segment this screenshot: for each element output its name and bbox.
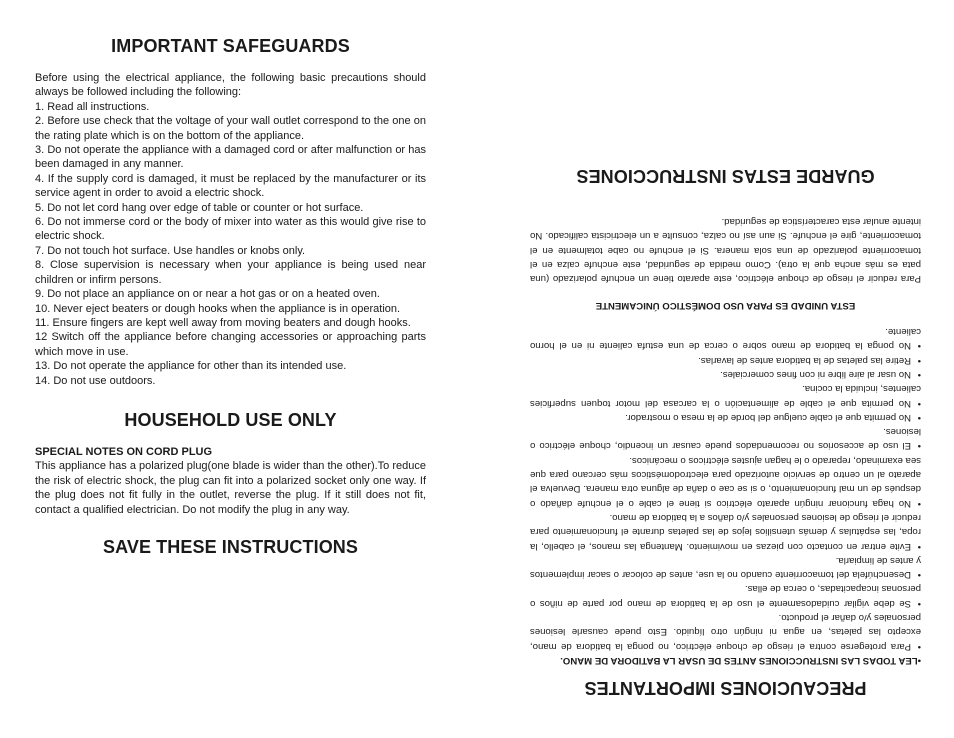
- safeguard-item: 8. Close supervision is necessary when your appliance is being used near children or infirm persons.: [35, 259, 426, 286]
- safeguard-item: 6. Do not immerse cord or the body of mixer into water as this would give rise to electric shock.: [35, 216, 426, 243]
- safeguard-item: 12 Switch off the appliance before changing accessories or approaching parts which move in use.: [35, 331, 426, 358]
- cord-plug-text: This appliance has a polarized plug(one blade is wider than the other).To reduce the risk of electric shock, the plug can fit into a polarized socket only one way. If the plug does not fit fully in the outlet, reverse the plug. If it still does not fit, contact a qualified electrician. Do not modify the plug in any way.: [35, 460, 426, 516]
- safeguards-intro: Before using the electrical appliance, the following basic precautions should always be followed including the following:: [35, 72, 426, 99]
- cord-plug-title: SPECIAL NOTES ON CORD PLUG: [35, 445, 213, 458]
- bullet-icon: •: [917, 368, 921, 380]
- bullet-icon: •: [917, 354, 921, 366]
- safeguard-item: 1. Read all instructions.: [35, 100, 150, 113]
- list-item: •No permita que el cable de alimentación o la carcasa del motor toquen superficies calientes, incluida la cocina.: [530, 383, 921, 409]
- bullet-icon: •: [917, 340, 921, 352]
- english-column: [35, 0, 426, 558]
- precauciones-body: [530, 324, 921, 667]
- safeguard-item: 3. Do not operate the appliance with a damaged cord or after malfunction or has been damaged in any manner.: [35, 144, 426, 171]
- safeguard-item: 10. Never eject beaters or dough hooks when the appliance is in operation.: [35, 302, 401, 315]
- bullet-icon: •: [917, 497, 921, 509]
- precauciones-lead: •LEA TODAS LAS INSTRUCCIONES ANTES DE USAR LA BATIDORA DE MANO.: [560, 655, 921, 666]
- safeguard-item: 9. Do not place an appliance on or near a hot gas or on a heated oven.: [35, 288, 380, 301]
- bullet-icon: •: [917, 597, 921, 609]
- precauciones-list: [530, 324, 921, 653]
- list-item: •El uso de accesorios no recomendados puede causar un incendio, choque eléctrico o lesiones.: [530, 426, 921, 452]
- safeguard-item: 14. Do not use outdoors.: [35, 374, 156, 387]
- list-item: •Para protegerse contra el riesgo de choque eléctrico, no ponga la batidora de mano, excepto las paletas, en agua ni ningún otro líquido. Esto puede causarle lesiones personales y/o dañar el producto.: [530, 612, 921, 652]
- precauciones-title: PRECAUCIONES IMPORTANTES: [584, 678, 867, 698]
- list-item: •No haga funcionar ningún aparato eléctrico si tiene el cable o el enchufe dañado o después de un mal funcionamiento, o si se cae o daña de alguna otra manera. Devuelva el aparato al un centro de servicio autorizado para electrodomésticos más cercano para que sea examinado, reparado o le hagan ajustes eléctricos o mecánicos.: [530, 454, 921, 509]
- list-item: •Retire las paletas de la batidora antes de lavarlas.: [530, 352, 921, 366]
- list-item: •Evite entrar en contacto con piezas en movimiento. Mantenga las manos, el cabello, la ropa, las espátulas y demás utensilios lejos de las paletas durante el funcionamiento para reducir el riesgo de lesiones personales y/o daños a la batidora de mano.: [530, 511, 921, 552]
- bullet-icon: •: [917, 397, 921, 409]
- household-use-title: HOUSEHOLD USE ONLY: [124, 409, 337, 430]
- bullet-icon: •: [917, 540, 921, 552]
- list-item: •Desenchúfela del tomacorriente cuando no la use, antes de colocar o sacar implementos y antes de limpiarla.: [530, 554, 921, 581]
- safeguard-item: 2. Before use check that the voltage of your wall outlet correspond to the one on the rating plate which is on the bottom of the appliance.: [35, 115, 426, 142]
- enchufe-text: Para reducir el riesgo de choque eléctrico, este aparato tiene un enchufe polarizado (una pata es más ancha que la otra). Como medida de seguridad, este enchufe calza en el tomacorriente polarizado de una sola manera. Si el enchufe no cabe totalmente en el tomacorriente, gire el enchufe. Si aun así no calza, consulte a un electricista calificado. No intente anular esta característica de seguridad.: [530, 216, 921, 285]
- bullet-icon: •: [917, 655, 921, 666]
- bullet-icon: •: [917, 440, 921, 452]
- safeguard-item: 11. Ensure fingers are kept well away from moving beaters and dough hooks.: [35, 316, 411, 329]
- safeguard-item: 13. Do not operate the appliance for other than its intended use.: [35, 360, 347, 373]
- save-instructions-title: SAVE THESE INSTRUCTIONS: [103, 536, 358, 557]
- uso-domestico-title: ESTA UNIDAD ES PARA USO DOMÉSTICO ÚNICAMENTE: [595, 299, 856, 311]
- list-item: •No permita que el cable cuelgue del borde de la mesa o mostrador.: [530, 410, 921, 424]
- list-item: •No ponga la batidora de mano sobre o cerca de una estufa caliente ni en el horno caliente.: [530, 326, 921, 352]
- safeguards-body: [35, 71, 426, 388]
- important-safeguards-title: IMPORTANT SAFEGUARDS: [111, 36, 350, 56]
- uso-domestico-section: [530, 214, 921, 312]
- bullet-icon: •: [917, 411, 921, 423]
- bullet-icon: •: [917, 640, 921, 652]
- list-item: •No usar al aire libre ni con fines comerciales.: [530, 367, 921, 381]
- spanish-column-rotated: [530, 0, 921, 738]
- safeguard-item: 7. Do not touch hot surface. Use handles or knobs only.: [35, 244, 306, 257]
- cord-plug-section: [35, 445, 426, 517]
- safeguard-item: 5. Do not let cord hang over edge of table or counter or hot surface.: [35, 201, 364, 214]
- bullet-icon: •: [917, 569, 921, 581]
- list-item: •Se debe vigilar cuidadosamente el uso de la batidora de mano por parte de niños o personas incapacitadas, o cerca de ellas.: [530, 583, 921, 609]
- guarde-instrucciones-title: GUARDE ESTAS INSTRUCCIONES: [576, 165, 875, 186]
- safeguard-item: 4. If the supply cord is damaged, it must be replaced by the manufacturer or its service agent in order to avoid a electric shock.: [35, 172, 426, 200]
